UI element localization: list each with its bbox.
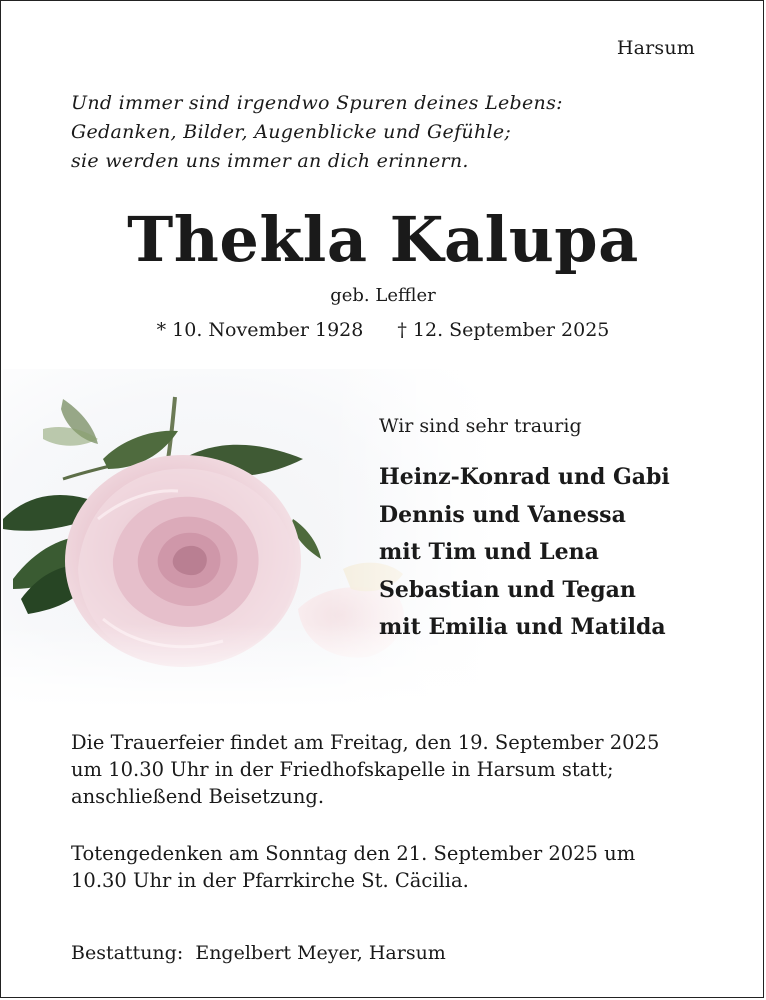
deceased-name: Thekla Kalupa (127, 203, 639, 276)
poem-line: Gedanken, Bilder, Augenblicke und Gefühle; (71, 121, 512, 143)
service-line: Die Trauerfeier findet am Freitag, den 19. September 2025 (71, 731, 660, 754)
poem-line: sie werden uns immer an dich erinnern. (71, 150, 469, 172)
mourner-name: Sebastian und Tegan (379, 576, 636, 603)
memorial-line: Totengedenken am Sonntag den 21. September 2025 um (71, 842, 636, 865)
life-dates (1, 319, 765, 341)
mourner-name: Heinz-Konrad und Gabi (379, 464, 670, 490)
memorial-info (71, 840, 711, 894)
death-date: † 12. September 2025 (397, 319, 610, 341)
funeral-home-name: Engelbert Meyer, Harsum (195, 942, 446, 964)
funeral-home (71, 942, 446, 964)
service-info (71, 729, 711, 810)
funeral-home-label: Bestattung: (71, 942, 184, 964)
service-line: um 10.30 Uhr in der Friedhofskapelle in Harsum statt; (71, 758, 614, 781)
poem-line: Und immer sind irgendwo Spuren deines Lebens: (71, 92, 563, 114)
mourner-name: mit Tim und Lena (379, 539, 599, 565)
service-line: anschließend Beisetzung. (71, 785, 325, 808)
mourners-intro: Wir sind sehr traurig (379, 415, 582, 437)
mourner-name: Dennis und Vanessa (379, 501, 626, 528)
memorial-line: 10.30 Uhr in der Pfarrkirche St. Cäcilia. (71, 869, 469, 892)
mourners-list (379, 459, 670, 647)
mourner-name: mit Emilia und Matilda (379, 614, 666, 640)
birth-date: * 10. November 1928 (156, 319, 364, 341)
birth-name: geb. Leffler (330, 285, 436, 306)
poem (71, 89, 563, 176)
location-label: Harsum (616, 37, 695, 59)
